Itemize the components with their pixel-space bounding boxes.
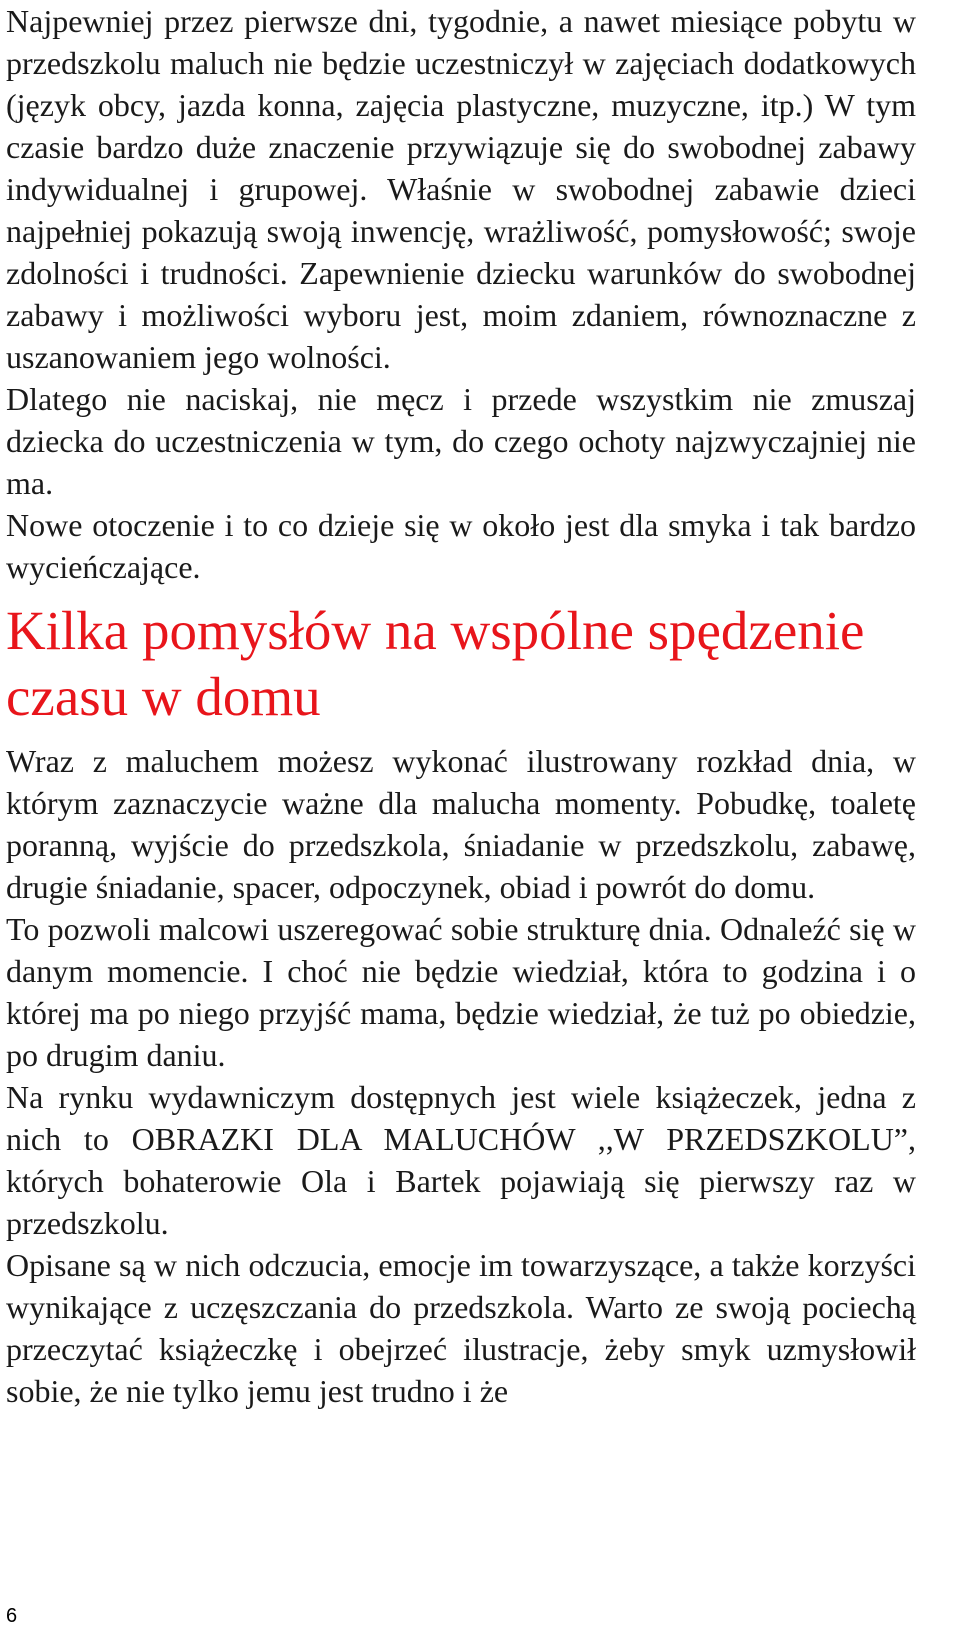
paragraph: Nowe otoczenie i to co dzieje się w około jest dla smyka i tak bardzo wycieńczające. xyxy=(6,507,916,585)
paragraph: Na rynku wydawniczym dostępnych jest wiele książeczek, jedna z nich to OBRAZKI DLA MALUCHÓW ,,W PRZEDSZKOLU”, których bohaterowie Ola i Bartek pojawiają się pierwszy raz w przedszkolu. xyxy=(6,1079,916,1241)
section-heading: Kilka pomysłów na wspólne spędzenie czasu w domu xyxy=(6,600,865,727)
paragraph: Najpewniej przez pierwsze dni, tygodnie, a nawet miesiące pobytu w przedszkolu maluch nie będzie uczestniczył w zajęciach dodatkowych (język obcy, jazda konna, zajęcia plastyczne, muzyczne, itp.) W tym czasie bardzo duże znaczenie przywiązuje się do swobodnej zabawy indywidualnej i grupowej. Właśnie w swobodnej zabawie dzieci najpełniej pokazują swoją inwencję, wrażliwość, pomysłowość; swoje zdolności i trudności. Zapewnienie dziecku warunków do swobodnej zabawy i możliwości wyboru jest, moim zdaniem, równoznaczne z uszanowaniem jego wolności. xyxy=(6,3,916,375)
paragraph: Opisane są w nich odczucia, emocje im towarzyszące, a także korzyści wynikające z uczęszczania do przedszkola. Warto ze swoją pociechą przeczytać książeczkę i obejrzeć ilustracje, żeby smyk uzmysłowił sobie, że nie tylko jemu jest trudno i że xyxy=(6,1247,916,1409)
paragraph: Dlatego nie naciskaj, nie męcz i przede wszystkim nie zmuszaj dziecka do uczestniczenia w tym, do czego ochoty najzwyczajniej nie ma. xyxy=(6,381,916,501)
paragraph: Wraz z maluchem możesz wykonać ilustrowany rozkład dnia, w którym zaznaczycie ważne dla malucha momenty. Pobudkę, toaletę poranną, wyjście do przedszkola, śniadanie w przedszkolu, zabawę, drugie śniadanie, spacer, odpoczynek, obiad i powrót do domu. xyxy=(6,743,916,905)
paragraph: To pozwoli malcowi uszeregować sobie strukturę dnia. Odnaleźć się w danym momencie. I choć nie będzie wiedział, która to godzina i o której ma po niego przyjść mama, będzie wiedział, że tuż po obiedzie, po drugim daniu. xyxy=(6,911,916,1073)
page-content xyxy=(6,0,916,1412)
page-number: 6 xyxy=(6,1605,18,1627)
